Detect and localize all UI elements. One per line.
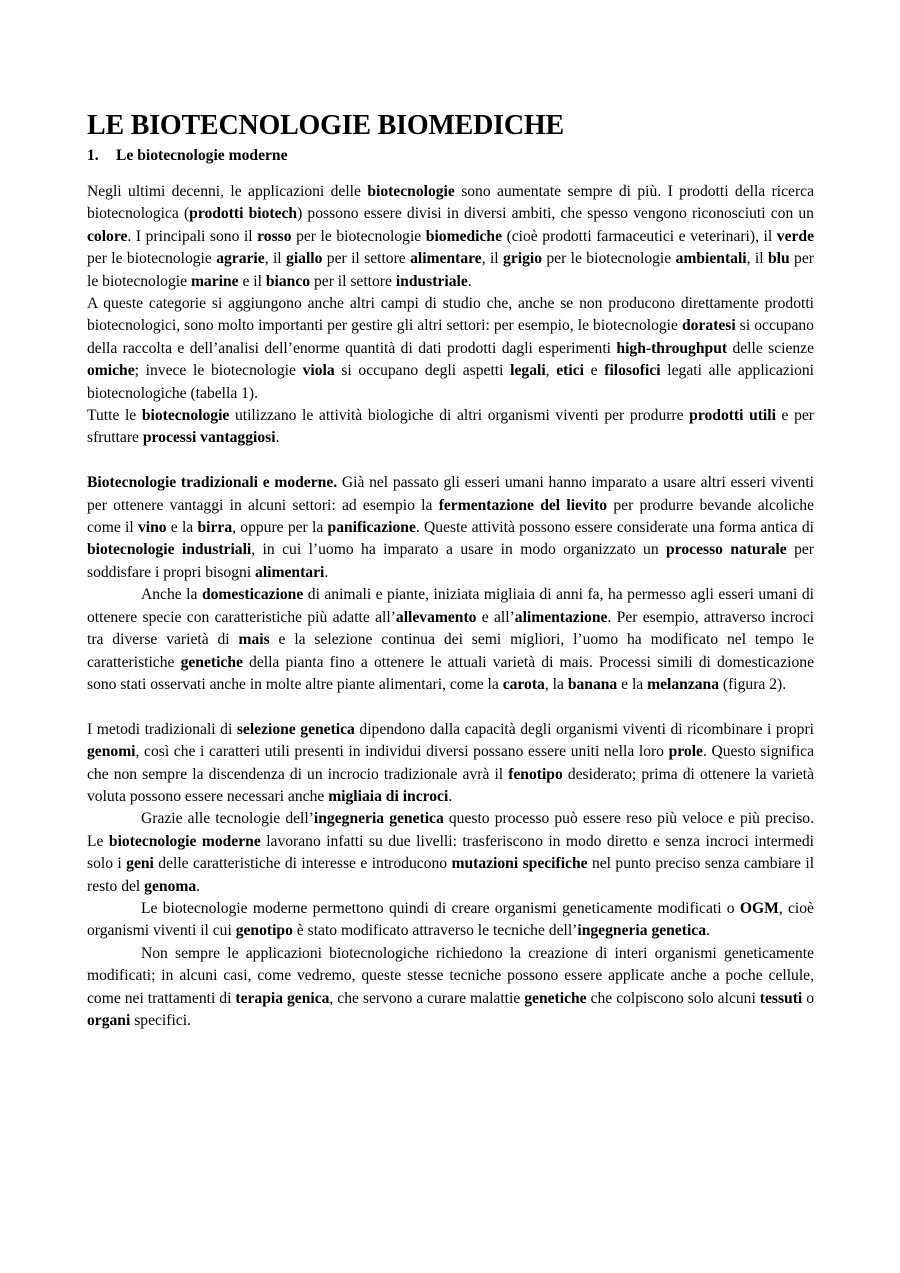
- text-run: e il: [238, 272, 266, 290]
- text-run: nel punto preciso senza cambiare il resto del: [87, 855, 815, 895]
- bold-term: legali: [510, 362, 546, 380]
- text-run: e per sfruttare: [87, 407, 814, 447]
- text-run: lavorano infatti su due livelli: trasferiscono in modo diretto e senza incroci intermedi solo i: [87, 832, 814, 873]
- bold-term: high-throughput: [616, 339, 728, 357]
- bold-term: rosso: [257, 227, 292, 245]
- text-run: , cioè organismi viventi il cui: [87, 899, 814, 940]
- bold-term: viola: [302, 362, 335, 380]
- bold-term: ingegneria genetica: [313, 810, 444, 828]
- text-run: sono aumentate sempre di più. I prodotti della ricerca biotecnologica (: [87, 183, 814, 223]
- text-run: per il settore: [322, 250, 411, 268]
- text-run: . I principali sono il: [127, 227, 258, 245]
- bold-term: etici: [556, 362, 584, 380]
- text-run: Le biotecnologie moderne permettono quindi di creare organismi geneticamente modificati o: [141, 899, 740, 917]
- bold-term: verde: [776, 227, 814, 245]
- bold-term: filosofici: [604, 362, 661, 380]
- text-run: , in cui l’uomo ha imparato a usare in modo organizzato un: [251, 541, 667, 559]
- bold-term: vino: [137, 519, 167, 537]
- bold-term: grigio: [503, 250, 542, 268]
- text-run: delle scienze: [727, 339, 815, 357]
- text-run: , che servono a curare malattie: [329, 989, 525, 1007]
- bold-term: alimentazione: [514, 608, 608, 626]
- bold-term: doratesi: [682, 317, 736, 335]
- text-run: ,: [545, 362, 557, 380]
- text-run: Non sempre le applicazioni biotecnologiche richiedono la creazione di interi organismi geneticamente modificati; in alcuni casi, come vedremo, queste stesse tecniche possono essere applicate anche a poche cellule, come nei trattamenti di: [87, 944, 814, 1007]
- text-run: per soddisfare i propri bisogni: [87, 541, 815, 581]
- bold-term: prodotti biotech: [189, 205, 298, 223]
- body-text: [87, 181, 814, 1032]
- bold-term: melanzana: [647, 675, 720, 693]
- text-run: per produrre bevande alcoliche come il: [87, 496, 814, 537]
- text-run: e la: [617, 675, 648, 693]
- text-run: e la: [166, 519, 198, 537]
- paragraph: [87, 293, 814, 405]
- section-heading: [87, 145, 814, 167]
- bold-term: bianco: [265, 272, 311, 290]
- text-run: per le biotecnologie: [542, 250, 676, 268]
- bold-term: processo naturale: [666, 541, 787, 559]
- bold-term: omiche: [87, 362, 135, 380]
- bold-term: giallo: [286, 250, 323, 268]
- text-run: .: [275, 429, 280, 447]
- text-run: .: [706, 922, 710, 940]
- bold-term: prodotti utili: [689, 407, 776, 425]
- bold-term: fermentazione del lievito: [438, 496, 608, 514]
- bold-term: genotipo: [235, 922, 293, 940]
- bold-term: Biotecnologie tradizionali e moderne.: [87, 474, 338, 492]
- text-run: questo processo può essere reso più veloce e più preciso. Le: [87, 810, 815, 850]
- text-run: Anche la: [141, 586, 202, 604]
- bold-term: migliaia di incroci: [328, 787, 449, 805]
- bold-term: mais: [238, 631, 270, 649]
- text-run: I metodi tradizionali di: [87, 720, 237, 738]
- text-run: .: [324, 563, 329, 581]
- bold-term: banana: [567, 675, 618, 693]
- text-run: .: [196, 877, 201, 895]
- bold-term: processi vantaggiosi: [142, 429, 276, 447]
- text-run: si occupano della raccolta e dell’analisi dell’enorme quantità di dati prodotti dagli esperimenti: [87, 317, 814, 357]
- paragraph: [87, 943, 814, 1033]
- bold-term: industriale: [395, 272, 468, 290]
- paragraph-spacer: [87, 696, 814, 718]
- text-run: , il: [481, 250, 504, 268]
- bold-term: selezione genetica: [236, 720, 355, 738]
- paragraph: [87, 181, 814, 293]
- text-run: Negli ultimi decenni, le applicazioni delle: [87, 183, 368, 200]
- text-run: Grazie alle tecnologie dell’: [141, 810, 314, 828]
- bold-term: terapia genica: [235, 989, 330, 1007]
- text-run: per il settore: [310, 272, 396, 290]
- text-run: dipendono dalla capacità degli organismi viventi di ricombinare i propri: [354, 720, 815, 738]
- text-run: legati alle applicazioni biotecnologiche (tabella 1).: [87, 362, 815, 402]
- bold-term: mutazioni specifiche: [451, 855, 588, 873]
- text-run: desiderato; prima di ottenere la varietà voluta possono essere necessari anche: [87, 765, 814, 805]
- text-run: , la: [544, 675, 568, 693]
- text-run: per le biotecnologie: [87, 250, 814, 290]
- paragraph: [87, 584, 814, 696]
- bold-term: ingegneria genetica: [577, 922, 706, 940]
- text-run: delle caratteristiche di interesse e introducono: [153, 855, 452, 873]
- text-run: che colpiscono solo alcuni: [586, 989, 760, 1007]
- bold-term: genetiche: [524, 989, 587, 1007]
- bold-term: prole: [668, 743, 703, 761]
- text-run: Tutte le: [87, 407, 142, 425]
- bold-term: biotecnologie industriali: [87, 541, 252, 559]
- bold-term: biomediche: [425, 227, 503, 245]
- bold-term: birra: [197, 519, 233, 537]
- text-run: ; invece le biotecnologie: [134, 362, 303, 380]
- text-run: (cioè prodotti farmaceutici e veterinari), il: [502, 227, 777, 245]
- bold-term: genomi: [87, 743, 136, 761]
- bold-term: ambientali: [675, 250, 747, 268]
- bold-term: agrarie: [216, 250, 265, 268]
- section-number: 1.: [87, 147, 99, 164]
- text-run: . Per esempio, attraverso incroci tra diverse varietà di: [87, 608, 814, 649]
- bold-term: panificazione: [327, 519, 416, 537]
- text-run: e all’: [476, 608, 515, 626]
- section-title: Le biotecnologie moderne: [116, 147, 288, 164]
- text-run: si occupano degli aspetti: [334, 362, 511, 380]
- text-run: (figura 2).: [719, 675, 787, 693]
- text-run: è stato modificato attraverso le tecniche dell’: [292, 922, 578, 940]
- bold-term: carota: [502, 675, 545, 693]
- paragraph: [87, 898, 814, 943]
- bold-term: colore: [87, 227, 128, 245]
- text-run: per le biotecnologie: [87, 250, 217, 268]
- text-run: Già nel passato gli esseri umani hanno imparato a usare altri esseri viventi per ottenere vantaggi in alcuni settori: ad esempio la: [87, 474, 815, 514]
- paragraph: [87, 472, 814, 584]
- bold-term: genetiche: [180, 653, 243, 671]
- text-run: ) possono essere divisi in diversi ambiti, che spesso vengono riconosciuti con un: [297, 205, 814, 223]
- text-run: della pianta fino a ottenere le attuali varietà di mais. Processi simili di domesticazione sono stati osservati anche in molte altre piante alimentari, come la: [87, 653, 814, 693]
- text-run: per le biotecnologie: [291, 227, 426, 245]
- paragraph-spacer: [87, 450, 814, 472]
- bold-term: alimentari: [255, 563, 325, 581]
- bold-term: marine: [190, 272, 239, 290]
- document-title: LE BIOTECNOLOGIE BIOMEDICHE: [87, 110, 564, 141]
- text-run: . Questo significa che non sempre la discendenza di un incrocio tradizionale avrà il: [87, 743, 814, 783]
- bold-term: biotecnologie: [367, 183, 455, 200]
- bold-term: biotecnologie: [141, 407, 230, 425]
- bold-term: alimentare: [410, 250, 482, 268]
- bold-term: biotecnologie moderne: [108, 832, 261, 850]
- bold-term: blu: [767, 250, 790, 268]
- text-run: , il: [746, 250, 768, 268]
- paragraph: [87, 719, 814, 809]
- text-run: di animali e piante, iniziata migliaia di anni fa, ha permesso agli esseri umani di ottenere specie con caratteristiche più adatte all’: [87, 586, 814, 626]
- text-run: specifici.: [130, 1012, 191, 1029]
- bold-term: genoma: [144, 877, 197, 895]
- bold-term: domesticazione: [201, 586, 304, 604]
- text-run: , così che i caratteri utili presenti in individui diversi possano essere uniti nella loro: [135, 743, 669, 761]
- text-run: A queste categorie si aggiungono anche altri campi di studio che, anche se non producono direttamente prodotti biotecnologici, sono molto importanti per gestire gli altri settori: per esempio, le biotecnologie: [87, 295, 814, 335]
- paragraph: [87, 808, 814, 898]
- bold-term: allevamento: [395, 608, 477, 626]
- paragraph: [87, 405, 814, 450]
- text-run: .: [448, 787, 453, 805]
- text-run: , il: [264, 250, 287, 268]
- bold-term: organi: [87, 1012, 131, 1029]
- document-page: [87, 108, 814, 1032]
- text-run: e la selezione continua dei semi migliori, l’uomo ha modificato nel tempo le caratteristiche: [87, 631, 814, 671]
- text-run: o: [802, 989, 814, 1007]
- bold-term: tessuti: [759, 989, 803, 1007]
- bold-term: geni: [126, 855, 154, 873]
- text-run: .: [467, 272, 472, 290]
- text-run: , oppure per la: [232, 519, 328, 537]
- text-run: e: [583, 362, 605, 380]
- bold-term: OGM: [739, 899, 779, 917]
- text-run: . Queste attività possono essere considerate una forma antica di: [415, 519, 814, 537]
- text-run: utilizzano le attività biologiche di altri organismi viventi per produrre: [229, 407, 690, 425]
- bold-term: fenotipo: [508, 765, 563, 783]
- spacer: [87, 167, 814, 181]
